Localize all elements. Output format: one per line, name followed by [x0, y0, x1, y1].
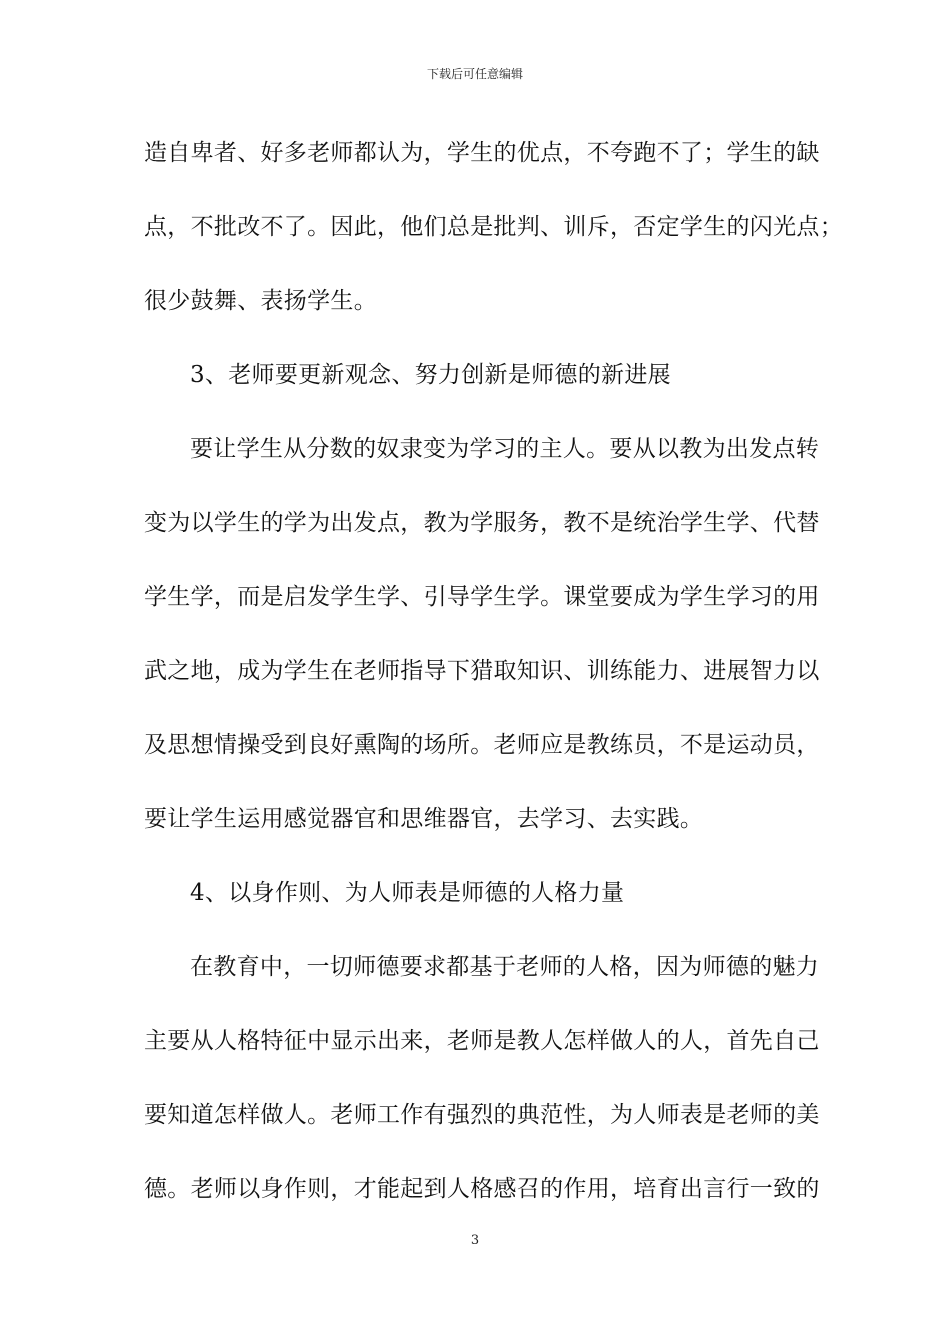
text-line: 武之地，成为学生在老师指导下猎取知识、训练能力、进展智力以 [144, 658, 820, 684]
text-line: 变为以学生的学为出发点，教为学服务，教不是统治学生学、代替 [144, 510, 820, 536]
section-heading-3: 3、老师要更新观念、努力创新是师德的新进展 [190, 362, 671, 388]
text-line: 造自卑者、好多老师都认为，学生的优点，不夸跑不了；学生的缺 [144, 140, 820, 166]
text-line: 要让学生从分数的奴隶变为学习的主人。要从以教为出发点转 [190, 436, 820, 462]
text-line: 很少鼓舞、表扬学生。 [144, 288, 377, 314]
page-number: 3 [470, 1233, 480, 1248]
text-line: 德。老师以身作则，才能起到人格感召的作用，培育出言行一致的 [144, 1176, 820, 1202]
page-header: 下载后可任意编辑 [426, 67, 523, 81]
text-line: 点，不批改不了。因此，他们总是批判、训斥，否定学生的闪光点； [144, 214, 843, 240]
text-line: 主要从人格特征中显示出来，老师是教人怎样做人的人，首先自己 [144, 1028, 820, 1054]
text-line: 及思想情操受到良好熏陶的场所。老师应是教练员，不是运动员， [144, 732, 820, 758]
text-line: 学生学，而是启发学生学、引导学生学。课堂要成为学生学习的用 [144, 584, 820, 610]
section-heading-4: 4、以身作则、为人师表是师德的人格力量 [190, 880, 625, 906]
text-line: 在教育中，一切师德要求都基于老师的人格，因为师德的魅力 [190, 954, 820, 980]
text-line: 要知道怎样做人。老师工作有强烈的典范性，为人师表是老师的美 [144, 1102, 820, 1128]
text-line: 要让学生运用感觉器官和思维器官，去学习、去实践。 [144, 806, 704, 832]
